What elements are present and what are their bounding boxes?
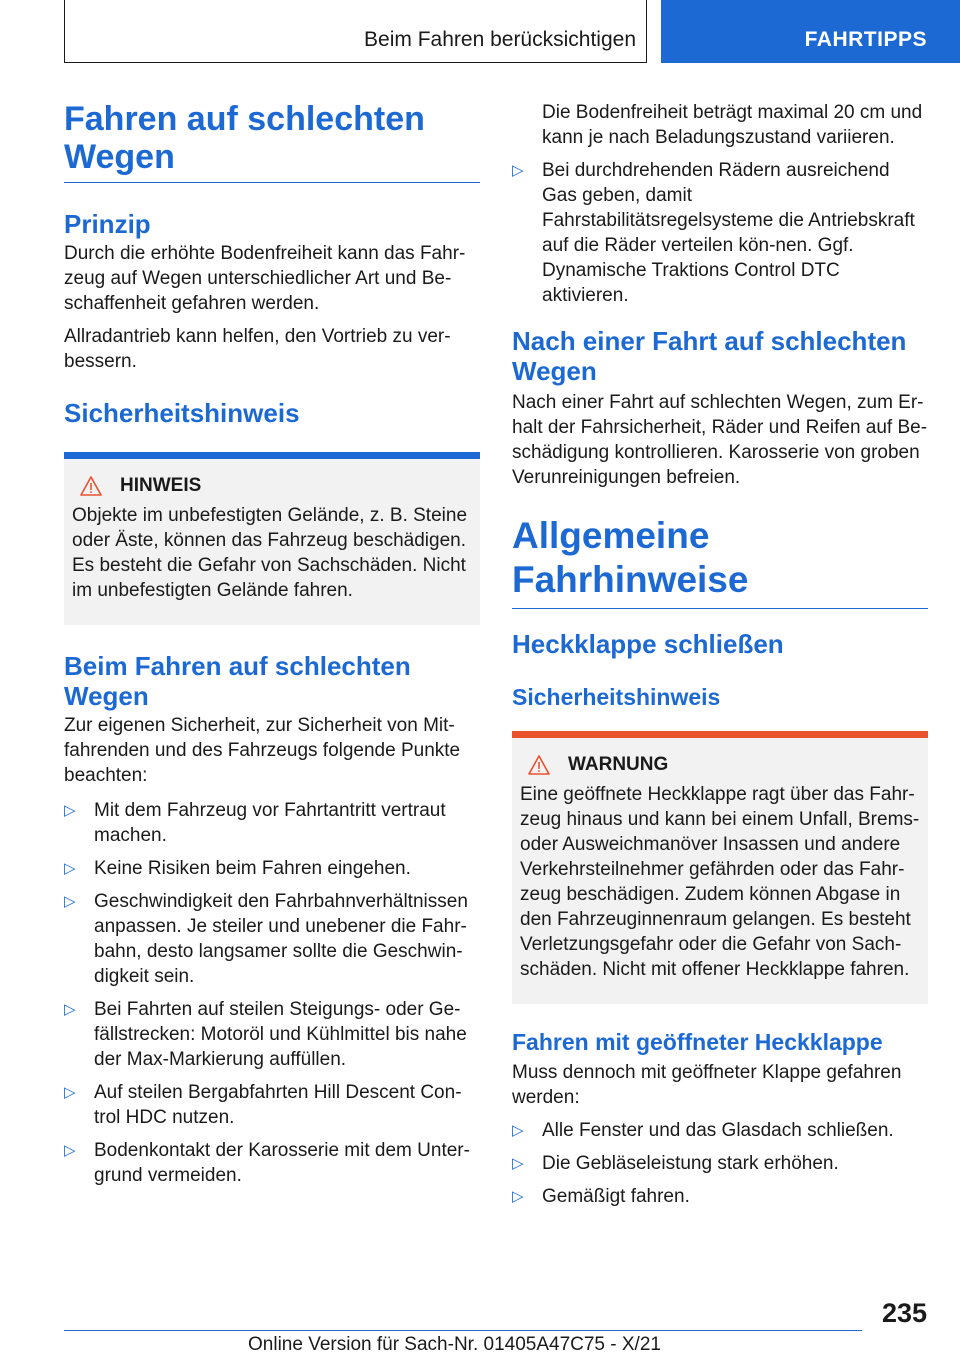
list-item: ▷ Die Gebläseleistung stark erhöhen. [512, 1153, 839, 1174]
header-chapter-tab: FAHRTIPPS [661, 0, 960, 63]
list-item: ▷ Mit dem Fahrzeug vor Fahrtantritt vertraut machen. [64, 800, 446, 846]
triangle-bullet-icon: ▷ [64, 1142, 76, 1159]
notice-label: HINWEIS [120, 475, 202, 496]
list-item: ▷ Geschwindigkeit den Fahrbahnverhältnissen anpassen. Je steiler und unebener die Fahr-bahn, desto langsamer sollte die Geschwin-digkeit sein. [64, 891, 468, 987]
notice-box [64, 452, 480, 625]
driving-list [64, 798, 480, 1188]
header-section-title: Beim Fahren berücksichtigen [364, 28, 636, 51]
triangle-bullet-icon: ▷ [512, 162, 524, 179]
notice-header [72, 475, 472, 497]
continued-text: Die Bodenfreiheit beträgt maximal 20 cm und kann je nach Beladungszustand variieren. [542, 102, 923, 148]
right-column [512, 100, 928, 1217]
driving-intro: Zur eigenen Sicherheit, zur Sicherheit von Mit-fahrenden und des Fahrzeugs folgende Punkte beachten: [64, 715, 461, 786]
list-item: ▷ Alle Fenster und das Glasdach schließen. [512, 1120, 894, 1141]
heading-safety: Sicherheitshinweis [64, 398, 300, 428]
title-rough-roads: Fahren auf schlechten Wegen [64, 100, 480, 183]
heading-safety-tailgate: Sicherheitshinweis [512, 684, 721, 710]
warning-box [512, 731, 928, 1004]
warning-text: Eine geöffnete Heckklappe ragt über das Fahr-zeug hinaus und kann bei einem Unfall, Brems- oder Ausweichmanöver Insassen und andere Verkehrsteilnehmer gefährden oder das Fahr-zeug beschädigen. Zudem können Abgase in den Fahrzeuginnenraum gelangen. Es besteht Verletzungsgefahr oder die Gefahr von Sach-schäden. Nicht mit offener Heckklappe fahren. [520, 784, 920, 980]
prinzip-paragraph-1: Durch die erhöhte Bodenfreiheit kann das Fahr-zeug auf Wegen unterschiedlicher Art und Be-schaffenheit gefahren werden. [64, 243, 466, 314]
warning-header [520, 754, 920, 776]
triangle-bullet-icon: ▷ [512, 1188, 524, 1205]
warning-triangle-icon [528, 755, 550, 775]
triangle-bullet-icon: ▷ [512, 1155, 524, 1172]
prinzip-paragraph-2: Allradantrieb kann helfen, den Vortrieb zu ver-bessern. [64, 326, 451, 372]
list-item: ▷ Bei Fahrten auf steilen Steigungs- oder Ge-fällstrecken: Motoröl und Kühlmittel bis nahe der Max-Markierung auffüllen. [64, 999, 467, 1070]
triangle-bullet-icon: ▷ [64, 1084, 76, 1101]
heading-open-tailgate: Fahren mit geöffneter Heckklappe [512, 1029, 883, 1055]
list-item: ▷ Keine Risiken beim Fahren eingehen. [64, 858, 411, 879]
heading-driving-rough: Beim Fahren auf schlechten Wegen [64, 651, 411, 711]
list-item: ▷ Gemäßigt fahren. [512, 1186, 690, 1207]
heading-after-drive: Nach einer Fahrt auf schlechten Wegen [512, 326, 907, 386]
list-item: ▷ Auf steilen Bergabfahrten Hill Descent Con-trol HDC nutzen. [64, 1082, 462, 1128]
list-item: ▷ Bei durchdrehenden Rädern ausreichend Gas geben, damit Fahrstabilitätsregelsysteme die Antriebskraft auf die Räder verteilen kön-nen. Ggf. Dynamische Traktions Control DTC aktivieren. [512, 160, 915, 306]
title-general-driving: Allgemeine Fahrhinweise [512, 514, 928, 609]
heading-prinzip: Prinzip [64, 209, 151, 239]
continued-list [512, 158, 928, 308]
open-tailgate-list [512, 1118, 928, 1209]
triangle-bullet-icon: ▷ [64, 893, 76, 910]
triangle-bullet-icon: ▷ [64, 1001, 76, 1018]
after-drive-text: Nach einer Fahrt auf schlechten Wegen, zum Er-halt der Fahrsicherheit, Räder und Reifen auf Be-schädigung kontrollieren. Karosserie von groben Verunreinigungen befreien. [512, 392, 928, 488]
footer-rule [64, 1330, 862, 1331]
notice-text: Objekte im unbefestigten Gelände, z. B. Steine oder Äste, können das Fahrzeug beschädigen. Es besteht die Gefahr von Sachschäden. Nicht im unbefestigten Gelände fahren. [72, 505, 468, 601]
footer-version-text: Online Version für Sach-Nr. 01405A47C75 - X/21 [248, 1334, 661, 1355]
triangle-bullet-icon: ▷ [64, 860, 76, 877]
left-column [64, 100, 480, 1196]
heading-close-tailgate: Heckklappe schließen [512, 629, 784, 659]
warning-triangle-icon [80, 476, 102, 496]
list-item: ▷ Bodenkontakt der Karosserie mit dem Unter-grund vermeiden. [64, 1140, 470, 1186]
open-tailgate-intro: Muss dennoch mit geöffneter Klappe gefahren werden: [512, 1062, 902, 1108]
page-number: 235 [881, 1298, 927, 1328]
triangle-bullet-icon: ▷ [64, 802, 76, 819]
warning-label: WARNUNG [568, 754, 669, 775]
triangle-bullet-icon: ▷ [512, 1122, 524, 1139]
